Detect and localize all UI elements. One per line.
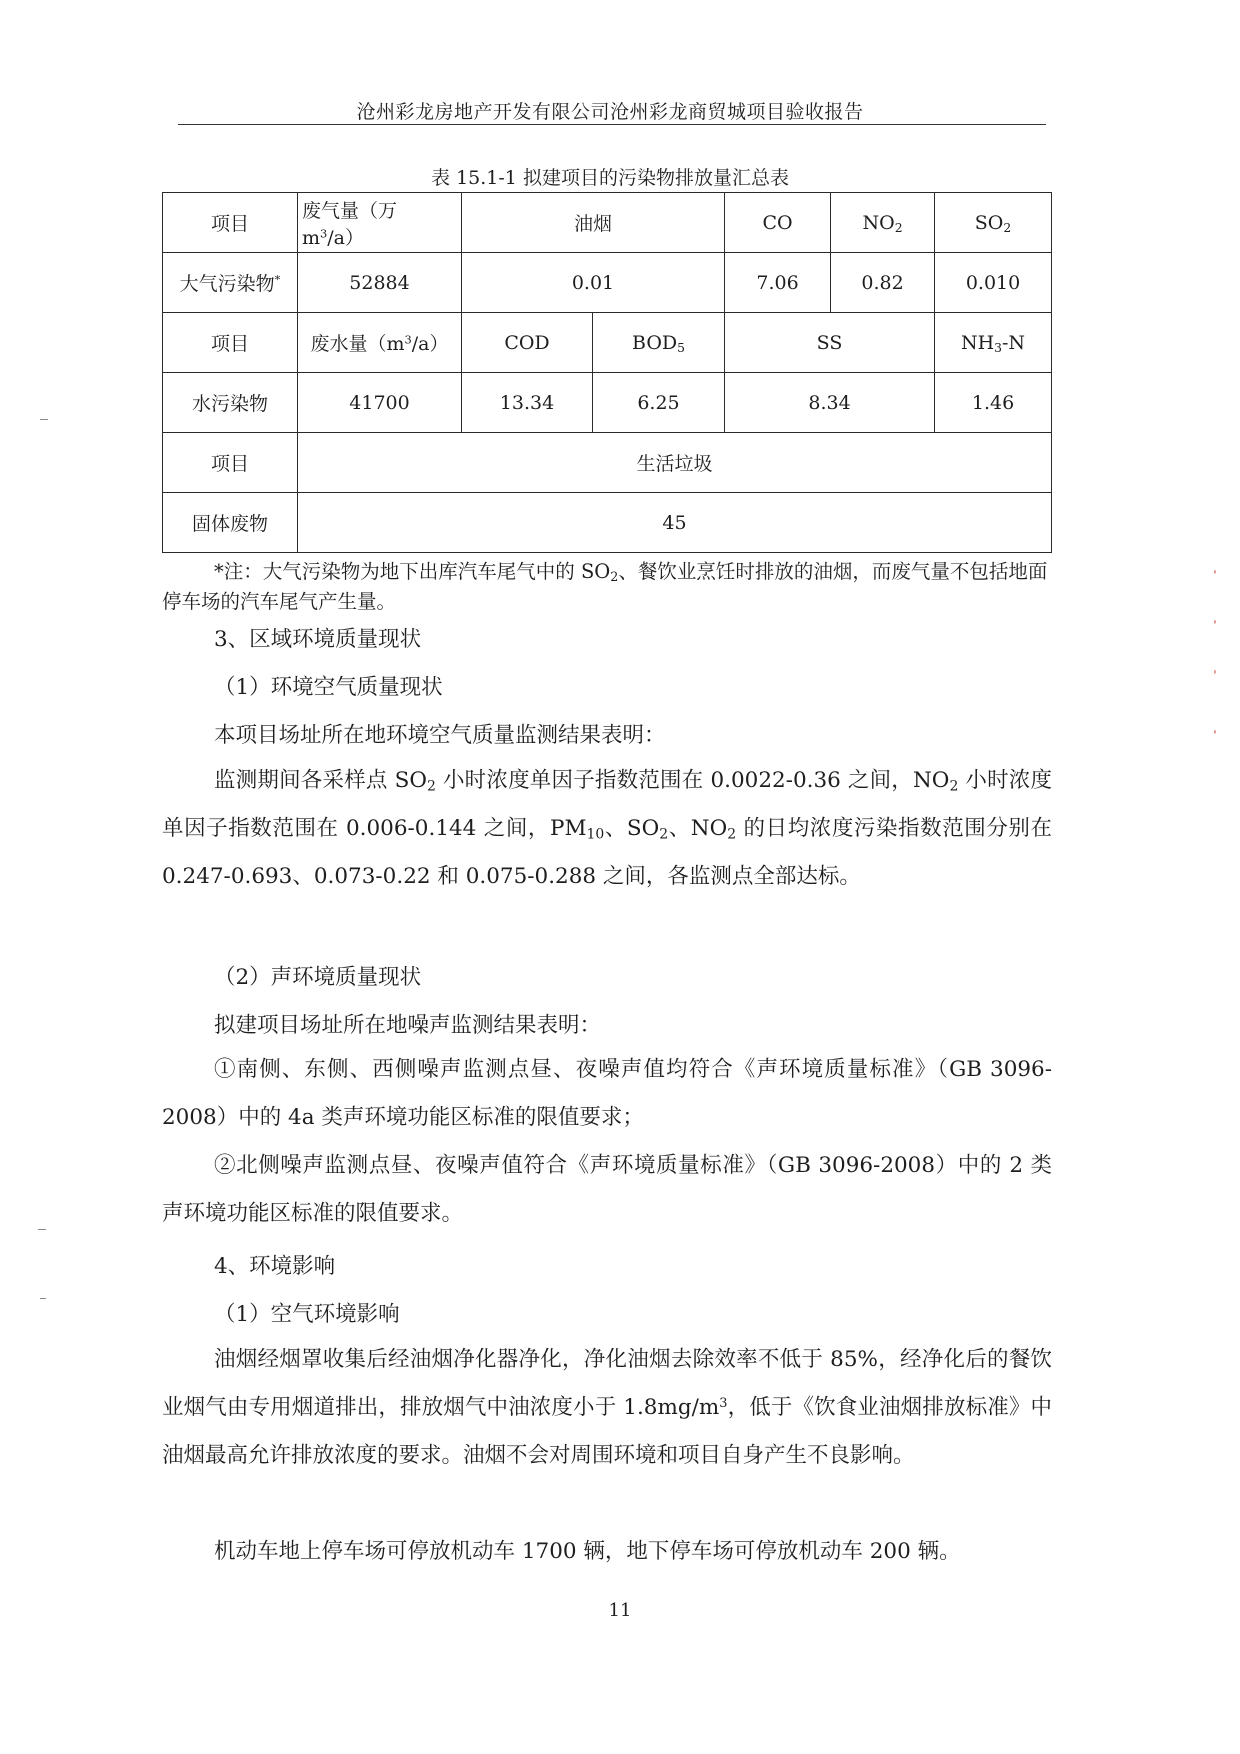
paragraph: 机动车地上停车场可停放机动车 1700 辆，地下停车场可停放机动车 200 辆。: [214, 1539, 961, 1564]
table-row: [163, 493, 1052, 553]
table-caption: 表 15.1-1 拟建项目的污染物排放量汇总表: [431, 167, 789, 189]
table-cell: 0.01: [462, 253, 725, 313]
paragraph: 监测期间各采样点 $SO_2$ 小时浓度单因子指数范围在 0.0022-0.36 之间，$NO_2$ 小时浓度单因子指数范围在 0.006-0.144 之间，$PM_{10}$、$SO_2$、$NO_2$ 的日均浓度污染指数范围分别在 0.247-0.693、0.073-0.22 和 0.075-0.288 之间，各监测点全部达标。: [162, 768, 1052, 889]
page-number: 11: [608, 1600, 632, 1621]
table-cell: COD: [462, 313, 593, 373]
table-cell: 生活垃圾: [298, 433, 1052, 493]
section-heading: 3、区域环境质量现状: [214, 627, 422, 652]
subsection-heading: （1）环境空气质量现状: [214, 675, 443, 700]
table-cell: 大气污染物*: [163, 253, 298, 313]
paragraph: 油烟经烟罩收集后经油烟净化器净化，净化油烟去除效率不低于 85%，经净化后的餐饮业烟气由专用烟道排出，排放烟气中油浓度小于 $1.8mg/m^3$，低于《饮食业油烟排放标准》中油烟最高允许排放浓度的要求。油烟不会对周围环境和项目自身产生不良影响。: [162, 1347, 1052, 1468]
table-cell: 项目: [163, 313, 298, 373]
table-row: [163, 253, 1052, 313]
table-cell: $BOD_5$: [593, 313, 725, 373]
table-note: *注：大气污染物为地下出库汽车尾气中的 $SO_2$、餐饮业烹饪时排放的油烟，而废气量不包括地面停车场的汽车尾气产生量。: [162, 560, 1048, 613]
table-row: [163, 373, 1052, 433]
table-cell: 1.46: [935, 373, 1052, 433]
table-cell: CO: [725, 193, 831, 253]
scan-mark: ˌ: [1213, 610, 1217, 626]
table-cell: 41700: [298, 373, 462, 433]
table-row: [163, 193, 1052, 253]
scan-mark: [40, 419, 48, 420]
table-cell: 7.06: [725, 253, 831, 313]
header-rule: [178, 124, 1046, 125]
table-cell: 0.010: [935, 253, 1052, 313]
table-cell: 13.34: [462, 373, 593, 433]
table-cell: 项目: [163, 433, 298, 493]
subsection-heading: （1）空气环境影响: [214, 1302, 400, 1327]
scan-mark: ˌ: [1213, 560, 1217, 576]
page-header: 沧州彩龙房地产开发有限公司沧州彩龙商贸城项目验收报告: [356, 101, 864, 123]
table-cell: 0.82: [831, 253, 935, 313]
paragraph: 本项目场址所在地环境空气质量监测结果表明：: [214, 723, 666, 748]
table-cell: 油烟: [462, 193, 725, 253]
table-cell: 6.25: [593, 373, 725, 433]
table-cell: SS: [725, 313, 935, 373]
table-cell: 8.34: [725, 373, 935, 433]
table-cell: 52884: [298, 253, 462, 313]
paragraph: ①南侧、东侧、西侧噪声监测点昼、夜噪声值均符合《声环境质量标准》（GB 3096-2008）中的 4a 类声环境功能区标准的限值要求；: [162, 1057, 1052, 1130]
table-cell: 水污染物: [163, 373, 298, 433]
section-heading: 4、环境影响: [214, 1254, 336, 1279]
emission-summary-table: [162, 192, 1052, 553]
table-row: [163, 433, 1052, 493]
table-row: [163, 313, 1052, 373]
scan-mark: ˌ: [1213, 660, 1217, 676]
paragraph: 拟建项目场址所在地噪声监测结果表明：: [214, 1013, 602, 1038]
table-cell: $SO_2$: [935, 193, 1052, 253]
table-cell: 45: [298, 493, 1052, 553]
subsection-heading: （2）声环境质量现状: [214, 965, 422, 990]
paragraph: ②北侧噪声监测点昼、夜噪声值符合《声环境质量标准》（GB 3096-2008）中的 2 类声环境功能区标准的限值要求。: [162, 1153, 1052, 1226]
table-cell: $NO_2$: [831, 193, 935, 253]
scan-mark: [38, 1229, 46, 1230]
table-cell: 废水量$(m^3/a)$: [298, 313, 462, 373]
table-cell: 固体废物: [163, 493, 298, 553]
table-cell: 项目: [163, 193, 298, 253]
scan-mark: [40, 1298, 46, 1299]
table-cell: 废气量（万 $m^3/a$）: [298, 193, 462, 253]
table-cell: $NH_3-N$: [935, 313, 1052, 373]
scan-mark: ˌ: [1213, 720, 1217, 736]
